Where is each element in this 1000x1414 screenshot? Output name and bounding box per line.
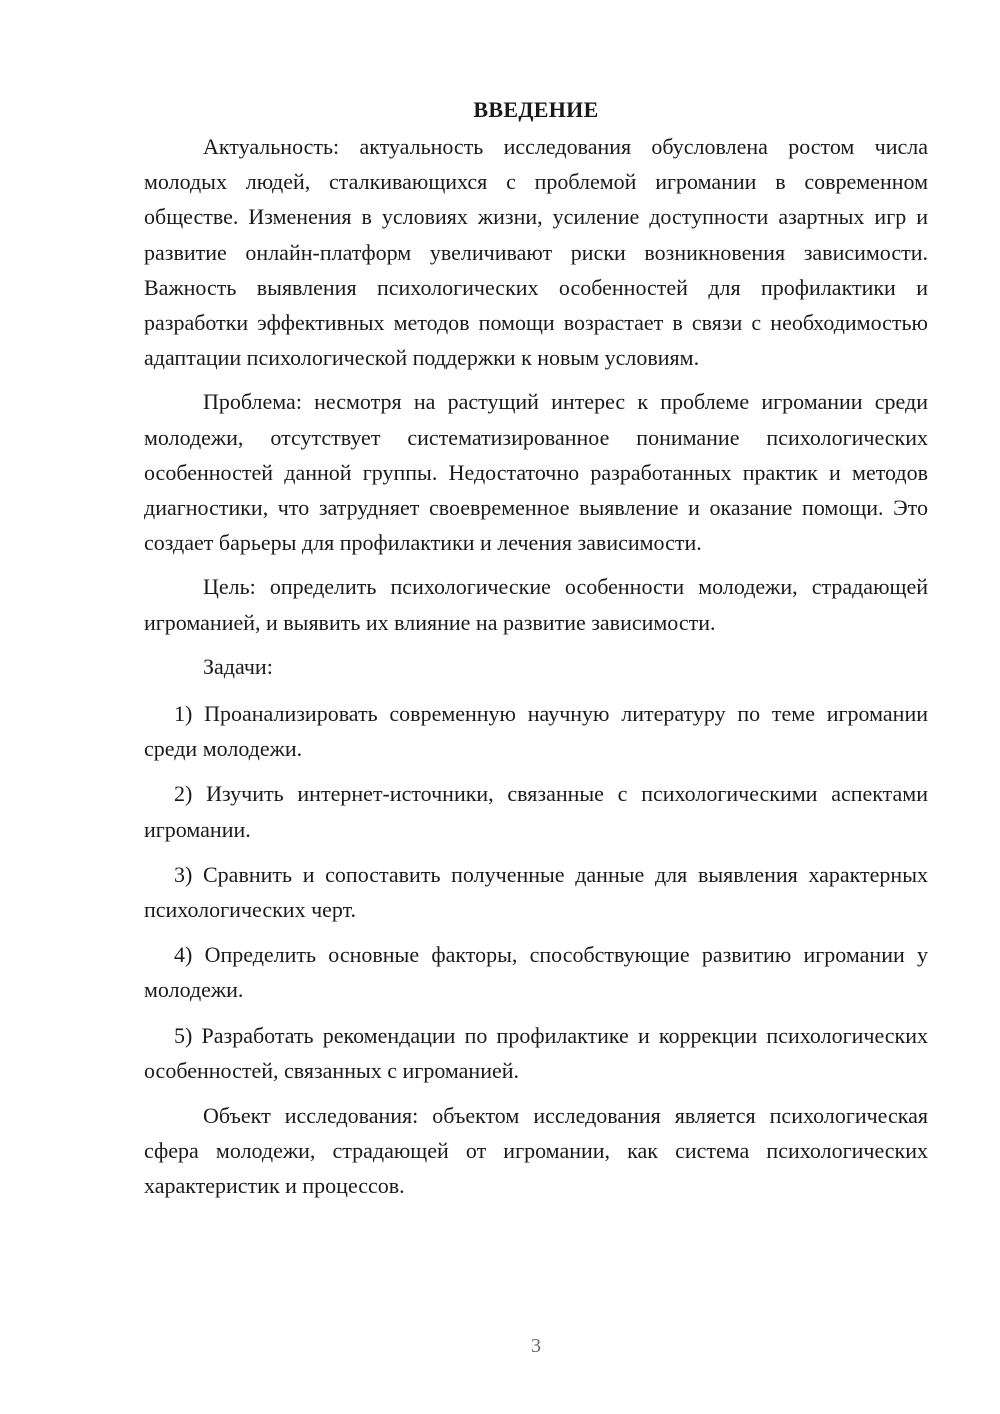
paragraph-goal: Цель: определить психологические особенности молодежи, страдающей игроманией, и выявить их влияние на развитие зависимости. xyxy=(144,574,928,635)
document-page xyxy=(144,92,928,1213)
task-item-3: 3) Сравнить и сопоставить полученные данные для выявления характерных психологических черт. xyxy=(144,861,928,923)
task-item-2: 2) Изучить интернет-источники, связанные с психологическими аспектами игромании. xyxy=(144,781,928,842)
paragraph-object: Объект исследования: объектом исследования является психологическая сфера молодежи, страдающей от игромании, как система психологических характеристик и процессов. xyxy=(144,1103,928,1199)
page-number: 3 xyxy=(531,1335,541,1357)
section-title: ВВЕДЕНИЕ xyxy=(473,97,599,122)
tasks-heading: Задачи: xyxy=(203,653,273,679)
task-item-4: 4) Определить основные факторы, способствующие развитию игромании у молодежи. xyxy=(144,942,928,1003)
paragraph-problem: Проблема: несмотря на растущий интерес к проблеме игромании среди молодежи, отсутствует систематизированное понимание психологических особенностей данной группы. Недостаточно разработанных практик и методов диагностики, что затрудняет своевременное выявление и оказание помощи. Это создает барьеры для профилактики и лечения зависимости. xyxy=(144,389,928,556)
paragraph-relevance: Актуальность: актуальность исследования обусловлена ростом числа молодых людей, сталкивающихся с проблемой игромании в современном обществе. Изменения в условиях жизни, усиление доступности азартных игр и развитие онлайн-платформ увеличивают риски возникновения зависимости. Важность выявления психологических особенностей для профилактики и разработки эффективных методов помощи возрастает в связи с необходимостью адаптации психологической поддержки к новым условиям. xyxy=(144,134,928,371)
task-item-5: 5) Разработать рекомендации по профилактике и коррекции психологических особенностей, связанных с игроманией. xyxy=(144,1022,928,1083)
task-item-1: 1) Проанализировать современную научную литературу по теме игромании среди молодежи. xyxy=(144,701,928,762)
